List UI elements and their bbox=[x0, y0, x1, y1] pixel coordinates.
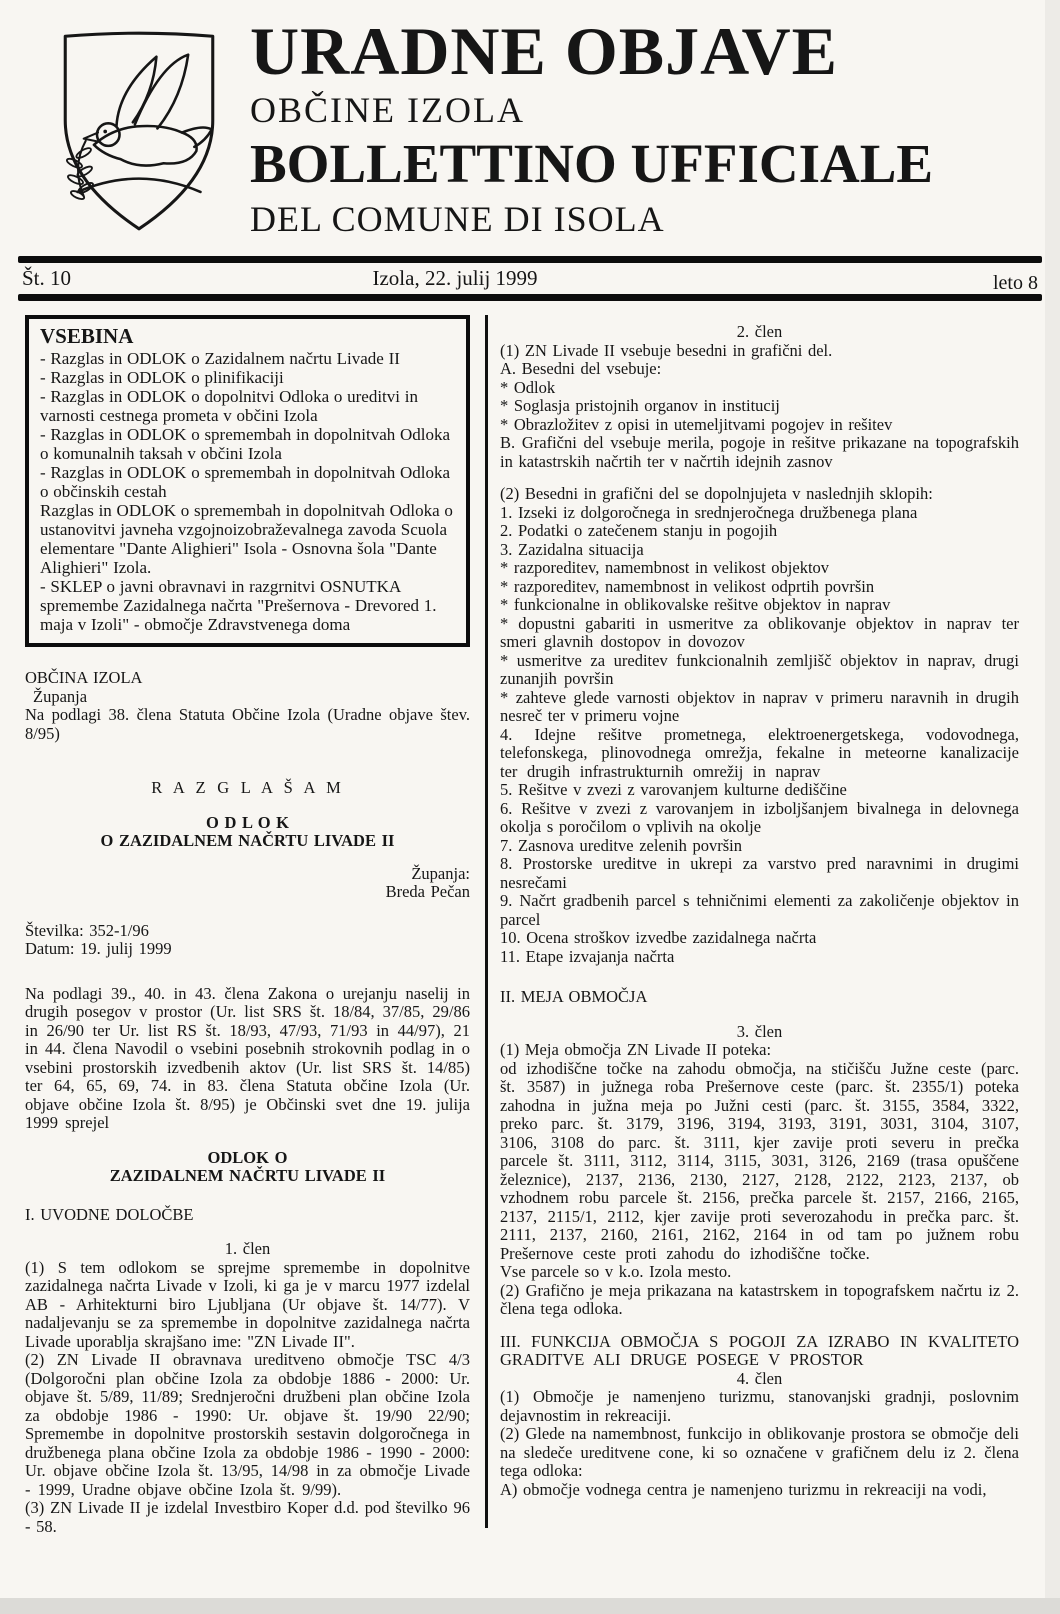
masthead bbox=[0, 0, 1060, 256]
paragraph: * zahteve glede varnosti objektov in naprav v primeru naravnih in drugih nesreč ter v primeru vojne bbox=[500, 687, 1019, 725]
paragraph: * Obrazložitev z opisi in utemeljitvami pogojev in rešitev bbox=[500, 414, 893, 434]
paragraph: 8. Prostorske ureditve in ukrepi za varstvo pred naravnimi in drugimi nesrečami bbox=[500, 854, 1019, 892]
paragraph: 4. Idejne rešitve prometnega, elektroenergetskega, vodovodnega, telefonskega, plinovodnega omrežja, fekalne in meteorne kanalizacije ter drugih infrastrukturnih omrežij in naprav bbox=[500, 724, 1019, 781]
paragraph: (2) Besedni in grafični del se dopolnjujeta v naslednjih sklopih: bbox=[500, 484, 933, 503]
paragraph: (1) Meja območja ZN Livade II poteka: bbox=[500, 1040, 772, 1059]
paragraph: Datum: 19. julij 1999 bbox=[25, 939, 172, 958]
masthead-subtitle-it: DEL COMUNE DI ISOLA bbox=[250, 199, 665, 239]
toc-item: Razglas in ODLOK o spremembah in dopolnitvah Odloka o ustanovitvi javneha vzgojnoizobraževalnega zavoda Scuola elementare "Dante Alighieri" Isola - Osnovna šola "Dante Alighieri" Izola. bbox=[40, 501, 453, 577]
paragraph: (2) ZN Livade II obravnava ureditveno območje TSC 4/3 (Dolgoročni plan občine Izola za obdobje 1886 - 2000: Ur. objave št. 5/89, 11/89; Srednjeročni družbeni plan občine Izola za obdobje 1986 - 1990: Ur. objave št. 19/90 22/90; Spremembe in dopolnitve prostorskih sestavin dolgoročnega in družbenega plana občine Izola za obdobje 1986 - 1990 - 2000: Ur. objave občine Izola št. 13/95, 14/98 in za območje Livade - 1999, Uradne objave občine Izola št. 9/99). bbox=[25, 1350, 470, 1499]
paragraph: (1) S tem odlokom se sprejme spremembe in dopolnitve zazidalnega načrta Livade v Izoli, ki ga je v marcu 1977 izdelal AB - Arhitekturni biro Ljubljana (Ur objave št. 14/77). V nadaljevanju se za spremembe in dopolnitve zazidalnega načrta Livade uporablja skrajšano ime: "ZN Livade II". bbox=[25, 1257, 470, 1351]
paragraph: 11. Etape izvajanja načrta bbox=[500, 946, 675, 966]
paragraph: (2) Glede na namembnost, funkcijo in oblikovanje prostora se območje deli na sledeče ureditvene cone, ki so označene v grafičnem delu iz 2. člena tega odloka: bbox=[500, 1424, 1019, 1480]
paragraph: 1. člen bbox=[224, 1239, 271, 1258]
paragraph: Županja: bbox=[411, 863, 470, 883]
paragraph: III. FUNKCIJA OBMOČJA S POGOJI ZA IZRABO IN KVALITETO GRADITVE ALI DRUGE POSEGE V PROSTOR bbox=[500, 1331, 1019, 1369]
paragraph: * dopustni gabariti in usmeritve za oblikovanje objektov in naprav ter smeri glavnih dostopov in dovozov bbox=[500, 613, 1019, 651]
masthead-title-sl: URADNE OBJAVE bbox=[250, 13, 838, 89]
paragraph: Županja bbox=[33, 686, 88, 706]
paragraph: I. UVODNE DOLOČBE bbox=[25, 1204, 194, 1224]
toc-title: VSEBINA bbox=[40, 324, 134, 348]
paragraph: A. Besedni del vsebuje: bbox=[500, 359, 662, 378]
paragraph: Na podlagi 38. člena Statuta Občine Izola (Uradne objave štev. 8/95) bbox=[25, 705, 470, 743]
scan-edge-right bbox=[1045, 0, 1060, 1614]
toc-item: - Razglas in ODLOK o Zazidalnem načrtu Livade II bbox=[40, 349, 400, 368]
issue-strip bbox=[20, 263, 1040, 294]
paragraph: Na podlagi 39., 40. in 43. člena Zakona o urejanju naselij in drugih posegov v prostor (Ur. list SRS št. 18/84, 37/85, 29/86 in 26/90 ter Ur. list RS št. 18/93, 47/93, 71/93 in 44/97), 21 in 44. člena Navodil o vsebini posebnih strokovnih podlag in o vsebini prostorskih izvedbenih aktov (Ur. list SRS št. 14/85) ter 64, 65, 69, 74. in 83. člena Statuta občine Izola (Ur. objave občine Izola št. 8/95) je Občinski svet dne 19. julija 1999 sprejel bbox=[25, 983, 470, 1132]
toc-item: - Razglas in ODLOK o dopolnitvi Odloka o ureditvi in varnosti cestnega prometa v občini Izola bbox=[40, 387, 418, 425]
left-column-text bbox=[25, 669, 470, 1536]
scan-edge-bottom bbox=[0, 1598, 1060, 1614]
paragraph: 4. člen bbox=[736, 1368, 783, 1388]
right-column-text bbox=[500, 323, 1019, 1499]
toc-item: - Razglas in ODLOK o spremembah in dopolnitvah Odloka o občinskih cestah bbox=[40, 463, 451, 501]
paragraph: 2. Podatki o zatečenem stanju in pogojih bbox=[500, 521, 778, 540]
rule-bottom bbox=[18, 294, 1042, 301]
paragraph: 7. Zasnova ureditve zelenih površin bbox=[500, 835, 742, 855]
paragraph: 6. Rešitve v zvezi z varovanjem in izboljšanjem bivalnega in delovnega okolja s poročilom o vplivih na okolje bbox=[500, 798, 1019, 836]
rule-top bbox=[18, 256, 1042, 263]
paragraph: 3. Zazidalna situacija bbox=[500, 539, 644, 559]
paragraph: 1. Izseki iz dolgoročnega in srednjeročnega družbenega plana bbox=[500, 502, 918, 522]
issue-number: Št. 10 bbox=[22, 266, 72, 290]
paragraph: Številka: 352-1/96 bbox=[25, 920, 149, 940]
paragraph: 5. Rešitve v zvezi z varovanjem kulturne dediščine bbox=[500, 780, 847, 799]
paragraph: A) območje vodnega centra je namenjeno turizmu in rekreaciji na vodi, bbox=[500, 1479, 987, 1499]
paragraph: ODLOK O bbox=[207, 1147, 288, 1167]
toc-item: - Razglas in ODLOK o plinifikaciji bbox=[40, 368, 284, 387]
paragraph: (2) Grafično je meja prikazana na katastrskem in topografskem načrtu iz 2. člena tega odloka. bbox=[500, 1280, 1019, 1318]
paragraph: B. Grafični del vsebuje merila, pogoje in rešitve prikazane na topografskih in katastrskih načrtih ter v načrtih idejnih zasnov bbox=[500, 433, 1019, 471]
paragraph: * Odlok bbox=[500, 377, 556, 397]
column-divider bbox=[485, 315, 488, 1528]
toc-item: - SKLEP o javni obravnavi in razgrnitvi OSNUTKA spremembe Zazidalnega načrta "Prešernova - Drevored 1. maja v Izoli" - območje Zdravstvenega doma bbox=[40, 577, 437, 634]
masthead-titles bbox=[250, 14, 933, 243]
paragraph: Breda Pečan bbox=[385, 882, 470, 901]
paragraph: (1) ZN Livade II vsebuje besedni in grafični del. bbox=[500, 340, 833, 360]
izola-coat-of-arms-icon bbox=[46, 26, 232, 236]
masthead-title-it: BOLLETTINO UFFICIALE bbox=[250, 133, 934, 194]
issue-year: leto 8 bbox=[993, 272, 1038, 294]
paragraph: * Soglasja pristojnih organov in institucij bbox=[500, 396, 780, 415]
paragraph: * usmeritve za ureditev funkcionalnih zemljišč objektov in naprav, drugi zunanjih površin bbox=[500, 650, 1019, 688]
toc-items bbox=[40, 349, 455, 634]
paragraph: Vse parcele so v k.o. Izola mesto. bbox=[500, 1262, 732, 1281]
toc-box bbox=[25, 315, 470, 647]
paragraph: O D L O K bbox=[205, 812, 289, 832]
paragraph: (3) ZN Livade II je izdelal Investbiro Koper d.d. pod številko 96 - 58. bbox=[25, 1498, 470, 1536]
content-columns bbox=[25, 315, 1019, 1536]
paragraph: 2. člen bbox=[736, 322, 783, 341]
paragraph: * funkcionalne in oblikovalske rešitve objektov in naprav bbox=[500, 595, 891, 614]
paragraph: 3. člen bbox=[736, 1021, 783, 1041]
left-column bbox=[25, 315, 470, 1536]
paragraph: 9. Načrt gradbenih parcel s tehničnimi elementi za zakoličenje objektov in parcel bbox=[500, 891, 1019, 929]
paragraph: (1) Območje je namenjeno turizmu, stanovanjski gradnji, poslovnim dejavnostim in rekreaciji. bbox=[500, 1387, 1019, 1425]
paragraph: OBČINA IZOLA bbox=[25, 668, 143, 687]
toc-item: - Razglas in ODLOK o spremembah in dopolnitvah Odloka o komunalnih taksah v občini Izola bbox=[40, 425, 451, 463]
issue-date: Izola, 22. julij 1999 bbox=[372, 266, 538, 290]
masthead-subtitle-sl: OBČINE IZOLA bbox=[250, 90, 525, 130]
paragraph: od izhodiščne točke na zahodu območja, na stičišču Južne ceste (parc. št. 3587) in južnega roba Prešernove ceste (parc. št. 2355/1) poteka zahodna in južna meja po Južni cesti (parc. št. 3155, 3584, 3322, preko parc. št. 3179, 3196, 3194, 3193, 3191, 3031, 3104, 3107, 3106, 3108 do parc. št. 3111, kjer zavije proti severu in prečka parcele št. 3111, 3112, 3114, 3115, 3031, 3126, 2169 (trasa opuščene železnice), 2137, 2136, 2130, 2127, 2128, 2122, 2123, 2137, ob vzhodnem robu parcele št. 2156, prečka parcele št. 2157, 2166, 2165, 2137, 2115/1, 2112, kjer zavije proti severozahodu in prečka parc. št. 2111, 2137, 2160, 2161, 2162, 2164 in od tam po južnem robu Prešernove ceste proti zahodu do izhodiščne točke. bbox=[500, 1058, 1019, 1263]
paragraph: R A Z G L A Š A M bbox=[151, 778, 344, 797]
right-column bbox=[500, 315, 1019, 1536]
paragraph: * razporeditev, namembnost in velikost odprtih površin bbox=[500, 576, 875, 596]
paragraph: ZAZIDALNEM NAČRTU LIVADE II bbox=[109, 1166, 386, 1185]
paragraph: O ZAZIDALNEM NAČRTU LIVADE II bbox=[100, 831, 395, 850]
paragraph: II. MEJA OBMOČJA bbox=[500, 987, 648, 1006]
paragraph: * razporeditev, namembnost in velikost objektov bbox=[500, 558, 830, 577]
paragraph: 10. Ocena stroškov izvedbe zazidalnega načrta bbox=[500, 928, 817, 947]
